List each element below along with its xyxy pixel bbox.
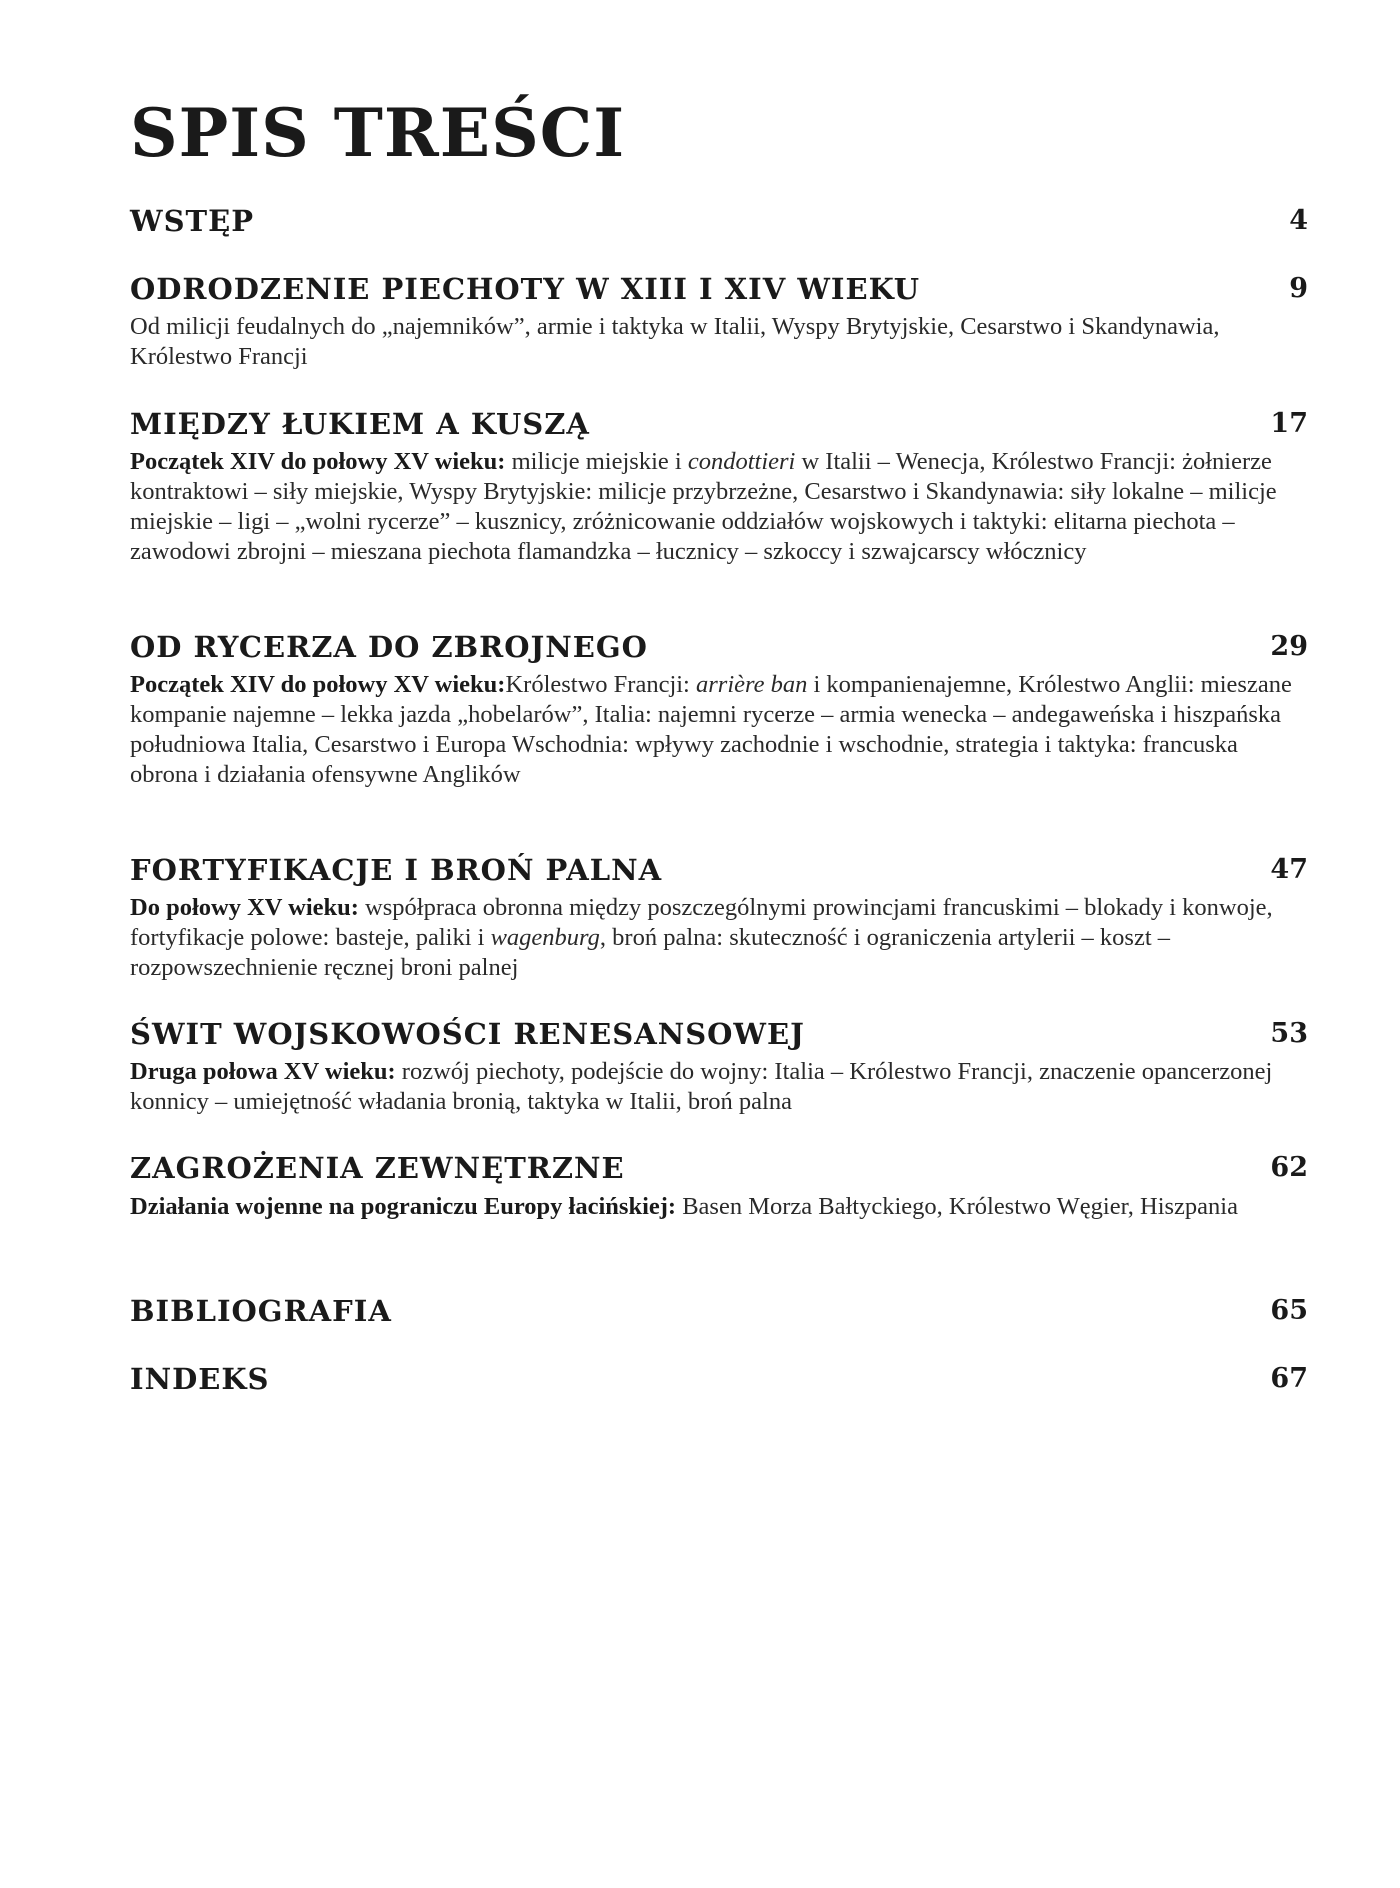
toc-entry-od-rycerza: [130, 627, 1308, 790]
toc-entry-description: [130, 1057, 1308, 1117]
toc-entry-page: 62: [1270, 1152, 1308, 1183]
toc-entry-page: 53: [1270, 1018, 1308, 1049]
toc-entry-page: 67: [1270, 1363, 1308, 1394]
toc-entry-zagrozenia: [130, 1148, 1308, 1225]
description-text: w Italii – Wenecja, Królestwo Francji: żołnierze kontraktowi – siły miejskie, Wyspy Brytyjskie: milicje przybrzeżne, Cesarstwo i Skandynawia: siły lokalne – milicje miejskie – ligi – „wolni rycerze” – kusznicy, zróżnicowanie oddziałów wojskowych i taktyki: elitarna piechota – zawodowi zbrojni – mieszana piechota flamandzka – łucznicy – szkoccy i szwajcarscy włócznicy: [130, 448, 1277, 565]
toc-entry-title: INDEKS: [130, 1362, 270, 1396]
toc-entry-description: [130, 893, 1308, 983]
description-text: Basen Morza Bałtyckiego, Królestwo Węgier, Hiszpania: [676, 1193, 1238, 1220]
toc-entry-title: ZAGROŻENIA ZEWNĘTRZNE: [130, 1151, 625, 1185]
toc-entry-page: 65: [1270, 1295, 1308, 1326]
toc-entry-page: 47: [1270, 854, 1308, 885]
toc-entry-title: FORTYFIKACJE I BROŃ PALNA: [130, 853, 663, 887]
toc-entry-title: MIĘDZY ŁUKIEM A KUSZĄ: [130, 407, 590, 441]
description-text: Królestwo Francji:: [505, 671, 696, 698]
toc-entry-description: [130, 447, 1308, 567]
toc-entry-page: 29: [1270, 631, 1308, 662]
description-lead: Początek XIV do połowy XV wieku:: [130, 448, 506, 475]
toc-entry-title: ŚWIT WOJSKOWOŚCI RENESANSOWEJ: [130, 1017, 805, 1051]
toc-entry-description: [130, 312, 1308, 372]
toc-entry-miedzy-lukiem: [130, 404, 1308, 567]
toc-entry-title: WSTĘP: [130, 204, 255, 238]
page-title: SPIS TREŚCI: [130, 94, 626, 172]
toc-entry-indeks: [130, 1359, 1308, 1399]
toc-entry-odrodzenie: [130, 269, 1308, 372]
description-text: współpraca obronna między poszczególnymi prowincjami francuskimi – blokady i konwoje, fortyfikacje polowe: basteje, paliki i: [130, 894, 1273, 951]
description-text: milicje miejskie i: [505, 448, 688, 475]
description-text: Od milicji feudalnych do „najemników”, armie i taktyka w Italii, Wyspy Brytyjskie, Cesarstwo i Skandynawia, Królestwo Francji: [130, 313, 1220, 370]
description-lead: Działania wojenne na pograniczu Europy łacińskiej:: [130, 1193, 677, 1220]
toc-entry-page: 9: [1289, 273, 1308, 304]
toc-entry-description: [130, 1188, 1308, 1225]
toc-entry-fortyfikacje: [130, 850, 1308, 983]
toc-entry-title: BIBLIOGRAFIA: [130, 1294, 392, 1328]
description-lead: Druga połowa XV wieku:: [130, 1058, 396, 1085]
description-text: , broń palna: skuteczność i ograniczenia artylerii – koszt – rozpowszechnienie ręcznej broni palnej: [130, 924, 1171, 981]
toc-entry-description: [130, 670, 1308, 790]
description-italic-term: condottieri: [687, 448, 796, 475]
description-italic-term: wagenburg: [490, 924, 600, 951]
toc-entry-page: 4: [1289, 205, 1308, 236]
description-text: rozwój piechoty, podejście do wojny: Italia – Królestwo Francji, znaczenie opancerzonej konnicy – umiejętność władania bronią, taktyka w Italii, broń palna: [130, 1058, 1273, 1115]
toc-entry-page: 17: [1270, 408, 1308, 439]
toc-entry-title: OD RYCERZA DO ZBROJNEGO: [130, 630, 648, 664]
description-text: i kompanienajemne, Królestwo Anglii: mieszane kompanie najemne – lekka jazda „hobelarów”, Italia: najemni rycerze – armia wenecka – andegaweńska i hiszpańska południowa Italia, Cesarstwo i Europa Wschodnia: wpływy zachodnie i wschodnie, strategia i taktyka: francuska obrona i działania ofensywne Anglików: [130, 671, 1292, 788]
toc-entry-wstep: [130, 201, 1308, 241]
description-italic-term: arrière ban: [696, 671, 808, 698]
toc-entry-swit: [130, 1014, 1308, 1117]
description-lead: Do połowy XV wieku:: [130, 894, 359, 921]
toc-entry-bibliografia: [130, 1291, 1308, 1331]
toc-entry-title: ODRODZENIE PIECHOTY W XIII I XIV WIEKU: [130, 272, 921, 306]
description-lead: Początek XIV do połowy XV wieku:: [130, 671, 506, 698]
